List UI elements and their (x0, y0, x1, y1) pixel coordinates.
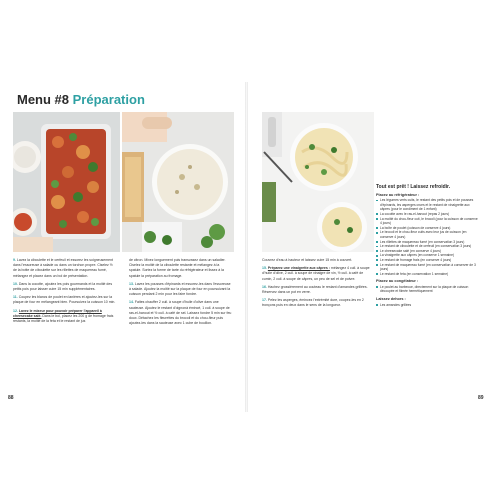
list-item: Les rillettes de maquereau fumé (en conservation 3 jours) (376, 240, 480, 245)
list-item: Le brocoli et le chou-fleur cuits avec leur jus de cuisson (en conserve 4 jours) (376, 230, 480, 239)
freezer-title: Placez au congélateur : (376, 279, 419, 284)
freezer-list (376, 285, 480, 294)
list-item: Le restant de ciboulette et de cerfeuil (en conservation 3 jours) (376, 244, 480, 249)
book-spine (245, 82, 248, 412)
title-accent: Préparation (72, 92, 145, 107)
dish-photo-icon (13, 112, 120, 252)
title-plain: Menu #8 (17, 92, 70, 107)
step-14-continued: Couvrez d'eau à hauteur et laissez cuire 15 min à couvert. (262, 258, 353, 262)
list-item: Le cheesecake salé (en conserve 4 jours) (376, 249, 480, 254)
step-12: 12.Lavez le mixeur pour pouvoir préparer l'appareil à cheesecake salé. Dans le bol, placez les 200 g de fromage frais restants, la moitié de la feta et le restant de jus (13, 308, 114, 324)
list-item: La moitié du chou-fleur cuit, le brocoli (pour la cuisson de conserve 4 jours) (376, 217, 480, 226)
storage-box (376, 185, 480, 307)
list-item: Les amandes grillées (376, 303, 480, 308)
list-item: Le restant de fromage frais (en conserve 4 jours) (376, 258, 480, 263)
page-number-right: 89 (478, 395, 484, 401)
step-14: 14.Faites chauffer 2 cuil. à soupe d'huile d'olive dans une sauteuse. Ajoutez le restant d'oignonà émincé, 1 cuil. à soupe de ras-el-hanout et ½ cuil. à café de sel. Laissez fondre 5 min sur feu doux. Détachez les fleurettes du brocoli et du chou-fleur puis ajoutez-les dans la sauteuse avec 1 cube de bouillon. (129, 300, 232, 326)
fridge-list (376, 198, 480, 276)
outside-list (376, 303, 480, 308)
dish-photo (13, 112, 120, 252)
list-item: Les légumes verts cuits, le restant des petits pois et de pousses d'épinards, les asperges crues et le restant de vinaigrette aux câpres (pour le condiment de 1 enfant) (376, 198, 480, 212)
step-17: 17.Pelez les asperges, émincez l'extrémité dure, coupez-les en 2 tronçons puis en deux dans le sens de la longueur. (262, 298, 364, 308)
page-number-left: 88 (8, 395, 14, 401)
step-15: 15.Préparez une vinaigrette aux câpres : mélangez 4 cuil. à soupe d'huile d'olive, 2 cuil. à soupe de vinaigre de vin, ½ cuil. à café de cumin, 2 cuil. à soupe de câpres, un peu de sel et de poivre. (262, 266, 370, 281)
list-item: La cocotte avec le ras-el-hanout (repas 2 jours) (376, 212, 480, 217)
step-12-continued: de citron. Mixez longuement puis transvasez dans un saladier. Ciselez la moitié de la ciboulette restante et mélangez à la spatule. Sortez la forme de tarte du réfrigérateur et lissez à la spatule la préparation au fromage. (129, 258, 226, 278)
list-item: Le restant de feta (en conservation 1 semaine) (376, 272, 480, 277)
steps-column-right (262, 258, 370, 312)
step-16: 16.Hachez grossièrement au couteau le restant d'amandes grillées. Réservez dans un pot en verre. (262, 284, 368, 295)
page-title (17, 92, 145, 107)
steps-column-middle (129, 258, 232, 329)
steps-column-left (13, 258, 116, 327)
list-item: Le restant de maquereau fumé (en conservation à conserver de 3 jours) (376, 263, 480, 272)
pasta-photo (262, 112, 374, 252)
cheesecake-photo (122, 112, 234, 252)
outside-title: Laissez dehors : (376, 297, 406, 302)
step-10: 10.Dans la cocotte, ajoutez les pois gourmands et la moitié des petits pois pour laisser cuire 15 min supplémentaires. (13, 281, 113, 292)
storage-box-title: Tout est prêt ! Laissez refroidir. (376, 184, 451, 190)
cheesecake-photo-icon (122, 112, 234, 252)
list-item: La vinaigrette aux câpres (en conserve 1 semaine) (376, 253, 480, 258)
list-item: Le poulet au barbecue, directement sur la plaque de cuisson découpée et filmée hermétiquement (376, 285, 480, 294)
fridge-title: Placez au réfrigérateur : (376, 192, 420, 197)
step-13: 13.Lavez les pousses d'épinards et essorez-les dans l'essoreuse à salade. Ajoutez la moitié sur la plaque de four en poursuivant la cuisson pendant 2 min pour les faire fondre. (129, 281, 231, 297)
step-11: 11.Coupez les blancs de poulet en lanières et ajoutez-les sur la plaque de four en mélangeant bien. Poursuivez la cuisson 10 min. (13, 295, 116, 305)
step-9: 9.Lavez la ciboulette et le cerfeuil et essorez les soigneusement dans l'essoreuse à salade ou dans un torchon propre. Ciselez ½ de la botte de ciboulette sur les rillettes de maquereau fumé, mélangez et placez dans un bol de présentation. (13, 258, 114, 278)
list-item: La boîte de poulet (cuisson de conserve 4 jours) (376, 226, 480, 231)
pasta-photo-icon (262, 112, 374, 252)
